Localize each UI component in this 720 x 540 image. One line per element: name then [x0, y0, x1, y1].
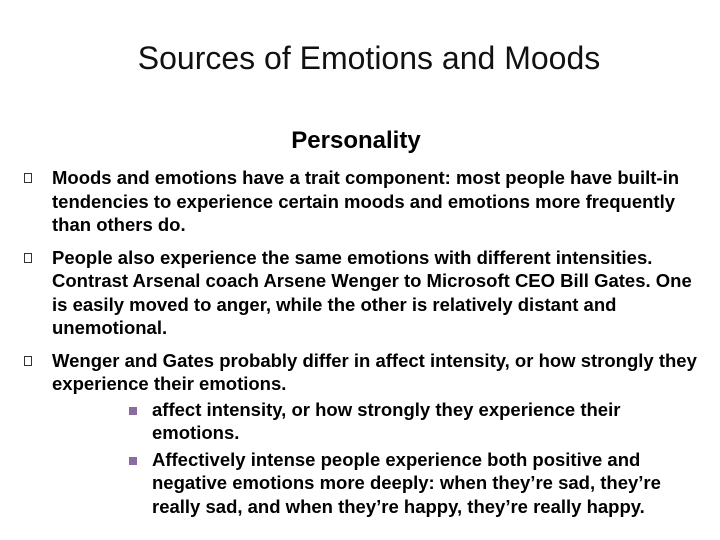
bullet-item	[22, 349, 712, 519]
bullet-text: Moods and emotions have a trait component: most people have built-in tendencies to experience certain moods and emotions more frequently than others do.	[52, 167, 680, 235]
bullet-text: People also experience the same emotions with different intensities. Contrast Arsenal coach Arsene Wenger to Microsoft CEO Bill Gates. One is easily moved to anger, while the other is relatively distant and unemotional.	[52, 246, 692, 338]
hollow-square-bullet-icon	[24, 253, 32, 263]
sub-bullet-text: Affectively intense people experience both positive and negative emotions more deeply: when they’re sad, they’re really sad, and when they’re happy, they’re really happy.	[152, 448, 661, 517]
bullet-item	[22, 246, 712, 340]
bullet-text: Wenger and Gates probably differ in affect intensity, or how strongly they experience their emotions.	[52, 349, 697, 394]
filled-square-bullet-icon	[129, 457, 137, 465]
filled-square-bullet-icon	[129, 407, 137, 415]
hollow-square-bullet-icon	[24, 173, 32, 183]
hollow-square-bullet-icon	[24, 356, 32, 366]
bullet-item	[22, 166, 712, 237]
slide-subtitle: Personality	[291, 127, 421, 154]
slide-title: Sources of Emotions and Moods	[137, 40, 601, 76]
sub-bullet-item	[122, 398, 712, 445]
sub-bullet-text: affect intensity, or how strongly they experience their emotions.	[152, 398, 621, 443]
bullet-list	[22, 166, 712, 527]
sub-bullet-list	[122, 398, 712, 519]
sub-bullet-item	[122, 448, 712, 519]
